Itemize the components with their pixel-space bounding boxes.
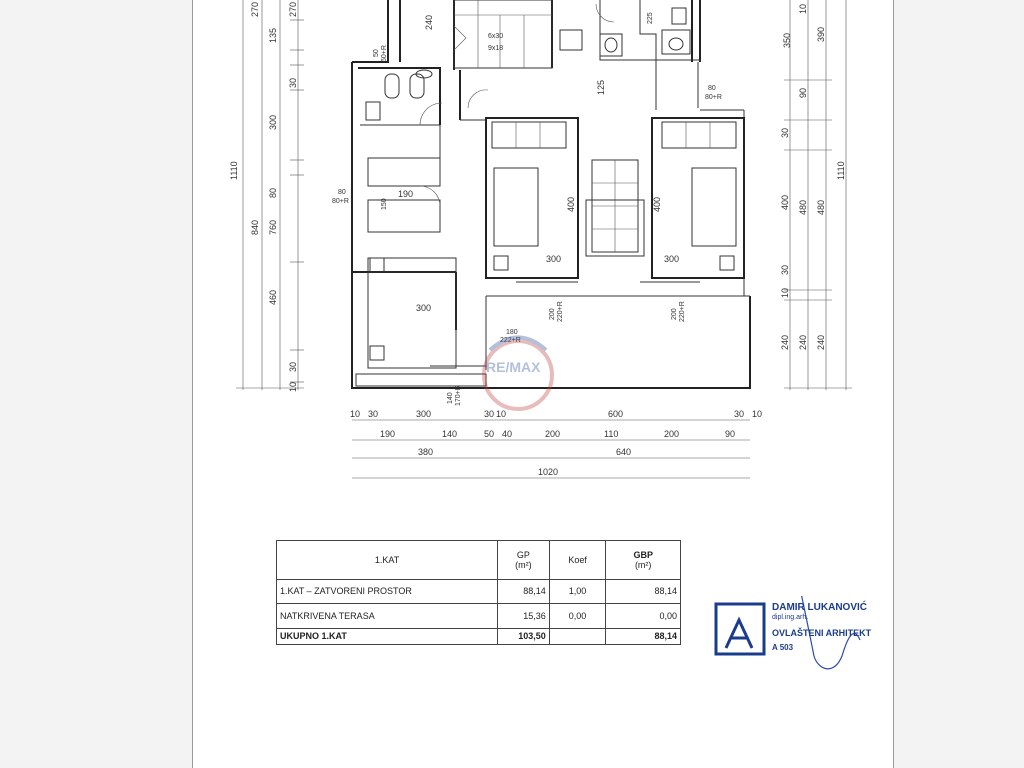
row-koef: 1,00 bbox=[549, 579, 606, 603]
dim-300-left: 300 bbox=[416, 303, 432, 313]
gbp-header-label: GBP bbox=[633, 549, 653, 560]
architect-degree: dipl.ing.arh. bbox=[772, 614, 809, 621]
bottom-dim-row2-5: 110 bbox=[604, 429, 619, 439]
dim-125: 125 bbox=[596, 79, 606, 95]
bottom-dim-row2-3: 40 bbox=[502, 429, 513, 439]
gp-header bbox=[498, 541, 550, 580]
architect-number: A 503 bbox=[772, 643, 794, 652]
bottom-dim-row2-7: 90 bbox=[725, 429, 736, 439]
bottom-dimension-labels bbox=[350, 409, 762, 477]
remax-watermark bbox=[484, 338, 552, 410]
left-dim-135: 135 bbox=[268, 27, 278, 43]
door-50: 50 bbox=[373, 49, 380, 57]
row-koef: 0,00 bbox=[549, 604, 606, 628]
total-gbp-text: 88,14 bbox=[654, 631, 677, 642]
architect-role: OVLAŠTENI ARHITEKT bbox=[772, 628, 872, 638]
door-180b: 222+R bbox=[500, 337, 521, 344]
right-dim-30-b: 30 bbox=[780, 264, 790, 275]
right-dim-390: 390 bbox=[816, 26, 826, 42]
total-name bbox=[277, 628, 498, 644]
total-gp bbox=[498, 628, 550, 644]
right-dim-90: 90 bbox=[798, 87, 808, 98]
bottom-dim-row3-1: 640 bbox=[616, 447, 632, 457]
bottom-dim-row1-4: 10 bbox=[496, 409, 507, 419]
gbp-header-unit: (m²) bbox=[634, 559, 652, 570]
bottom-dim-row1-7: 10 bbox=[752, 409, 763, 419]
bottom-dim-row1-0: 10 bbox=[350, 409, 361, 419]
left-dim-300: 300 bbox=[268, 114, 278, 130]
left-dim-270-a: 270 bbox=[250, 1, 260, 17]
right-dim-350: 350 bbox=[782, 32, 792, 48]
door-80r-b-1: 80 bbox=[708, 85, 716, 92]
dim-400-mid: 400 bbox=[566, 196, 576, 212]
row-gbp: 0,00 bbox=[606, 604, 681, 628]
left-dim-10: 10 bbox=[288, 381, 298, 392]
bottom-dim-row2-0: 190 bbox=[380, 429, 396, 439]
dim-225: 225 bbox=[647, 12, 654, 24]
right-dim-total: 1110 bbox=[836, 161, 846, 180]
row-name: 1.KAT – ZATVORENI PROSTOR bbox=[277, 579, 498, 603]
architect-name: DAMIR LUKANOVIĆ bbox=[772, 602, 867, 613]
koef-header: Koef bbox=[549, 541, 606, 580]
door-220-b: 220+R bbox=[679, 301, 686, 322]
left-dim-760: 760 bbox=[268, 219, 278, 235]
right-dim-480-a: 480 bbox=[798, 199, 808, 215]
left-dim-460: 460 bbox=[268, 289, 278, 305]
total-gbp bbox=[606, 628, 681, 644]
table-title: 1.KAT bbox=[277, 541, 498, 580]
bottom-dim-row1-6: 30 bbox=[734, 409, 745, 419]
dim-240: 240 bbox=[424, 14, 434, 30]
bottom-dim-row2-6: 200 bbox=[664, 429, 680, 439]
table-row bbox=[277, 579, 681, 603]
door-80r-a-2: 80+R bbox=[332, 198, 349, 205]
bottom-dim-row2-4: 200 bbox=[545, 429, 561, 439]
door-140b: 170+R bbox=[455, 385, 462, 406]
right-dim-240-c: 240 bbox=[816, 334, 826, 350]
door-50b: 60+R bbox=[381, 45, 388, 62]
left-dim-30-b: 30 bbox=[288, 361, 298, 372]
row-gp: 88,14 bbox=[498, 579, 550, 603]
table-row bbox=[277, 604, 681, 628]
total-koef bbox=[549, 628, 606, 644]
door-140: 140 bbox=[447, 392, 454, 404]
left-dim-270-b: 270 bbox=[288, 1, 298, 17]
gp-header-label: GP bbox=[516, 549, 530, 560]
dim-200-b: 200 bbox=[671, 308, 678, 320]
right-dimension-lines bbox=[784, 0, 852, 390]
dim-300-right: 300 bbox=[664, 254, 680, 264]
right-dim-400: 400 bbox=[780, 194, 790, 210]
dim-190: 190 bbox=[398, 189, 414, 199]
left-dim-30-a: 30 bbox=[288, 77, 298, 88]
total-name-text: UKUPNO 1.KAT bbox=[280, 631, 347, 642]
bottom-dim-row2-2: 50 bbox=[484, 429, 495, 439]
stair-label-1: 6x30 bbox=[488, 33, 504, 40]
door-80r-a-1: 80 bbox=[338, 189, 346, 196]
bottom-dim-row1-1: 30 bbox=[368, 409, 379, 419]
bottom-dim-row1-2: 300 bbox=[416, 409, 432, 419]
watermark-text: RE/MAX bbox=[486, 359, 541, 375]
row-gp: 15,36 bbox=[498, 604, 550, 628]
table-total-row bbox=[277, 628, 681, 644]
door-80r-b-2: 80+R bbox=[705, 94, 722, 101]
dim-200-a: 200 bbox=[549, 308, 556, 320]
architect-stamp bbox=[714, 596, 874, 676]
door-220-a: 220+R bbox=[557, 301, 564, 322]
area-table bbox=[276, 540, 681, 645]
gbp-header bbox=[606, 541, 681, 580]
right-dim-30-a: 30 bbox=[780, 127, 790, 138]
bottom-dim-row4-0: 1020 bbox=[538, 467, 559, 477]
left-dim-total: 1110 bbox=[229, 161, 239, 180]
right-dim-480-b: 480 bbox=[816, 199, 826, 215]
row-name: NATKRIVENA TERASA bbox=[277, 604, 498, 628]
bottom-dim-row1-3: 30 bbox=[484, 409, 495, 419]
door-180: 180 bbox=[506, 329, 518, 336]
total-gp-text: 103,50 bbox=[518, 631, 546, 642]
right-dim-240-a: 240 bbox=[780, 334, 790, 350]
bottom-dim-row3-0: 380 bbox=[418, 447, 434, 457]
bottom-dim-row1-5: 600 bbox=[608, 409, 624, 419]
bottom-dim-row2-1: 140 bbox=[442, 429, 458, 439]
stair-label-2: 9x18 bbox=[488, 45, 504, 52]
right-dim-10-a: 10 bbox=[780, 287, 790, 298]
dim-300-mid: 300 bbox=[546, 254, 562, 264]
row-gbp: 88,14 bbox=[606, 579, 681, 603]
left-dim-80: 80 bbox=[268, 187, 278, 198]
dim-150: 150 bbox=[381, 198, 388, 210]
right-dim-240-b: 240 bbox=[798, 334, 808, 350]
dim-400-right: 400 bbox=[652, 196, 662, 212]
left-dim-840: 840 bbox=[250, 219, 260, 235]
right-dim-10-b: 10 bbox=[798, 3, 808, 14]
gp-header-unit: (m²) bbox=[515, 559, 532, 570]
